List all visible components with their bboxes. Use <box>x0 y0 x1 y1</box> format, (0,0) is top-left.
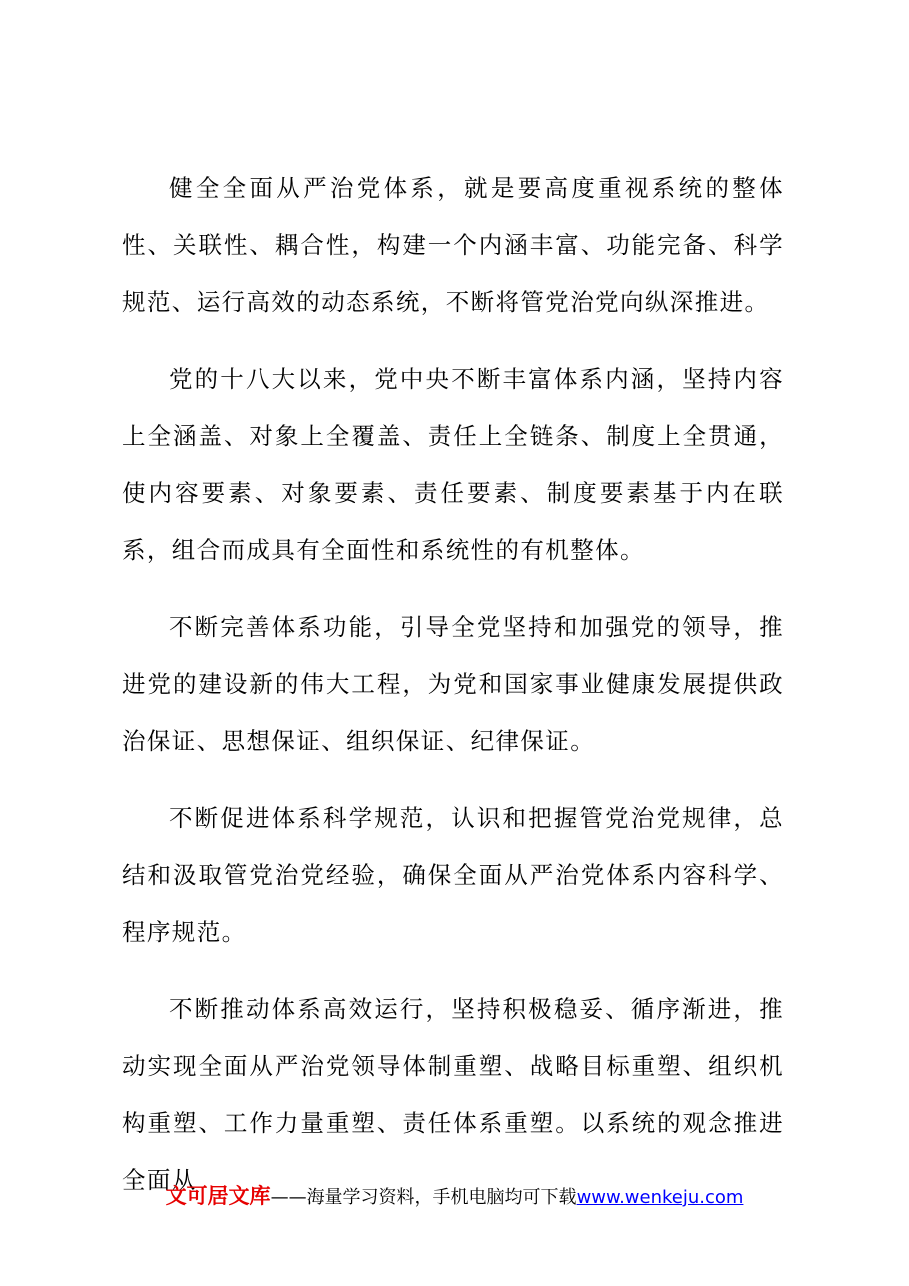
paragraph-3: 不断完善体系功能，引导全党坚持和加强党的领导，推进党的建设新的伟大工程，为党和国家事业健康发展提供政治保证、思想保证、组织保证、纪律保证。 <box>122 613 784 755</box>
paragraph-5: 不断推动体系高效运行，坚持积极稳妥、循序渐进，推动实现全面从严治党领导体制重塑、战略目标重塑、组织机构重塑、工作力量重塑、责任体系重塑。以系统的观念推进全面从 <box>122 995 784 1194</box>
paragraph-1: 健全全面从严治党体系，就是要高度重视系统的整体性、关联性、耦合性，构建一个内涵丰富、功能完备、科学规范、运行高效的动态系统，不断将管党治党向纵深推进。 <box>122 174 784 316</box>
footer-link[interactable]: www.wenkeju.com <box>576 1187 744 1208</box>
footer-banner <box>0 1180 909 1210</box>
paragraph-4: 不断促进体系科学规范，认识和把握管党治党规律，总结和汲取管党治党经验，确保全面从严治党体系内容科学、程序规范。 <box>122 804 784 946</box>
footer-slogan: ——海量学习资料，手机电脑均可下载 <box>270 1187 577 1208</box>
document-body <box>122 160 784 1229</box>
footer-brand: 文可居文库 <box>165 1184 271 1208</box>
paragraph-2: 党的十八大以来，党中央不断丰富体系内涵，坚持内容上全涵盖、对象上全覆盖、责任上全链条、制度上全贯通，使内容要素、对象要素、责任要素、制度要素基于内在联系，组合而成具有全面性和系统性的有机整体。 <box>122 365 784 564</box>
